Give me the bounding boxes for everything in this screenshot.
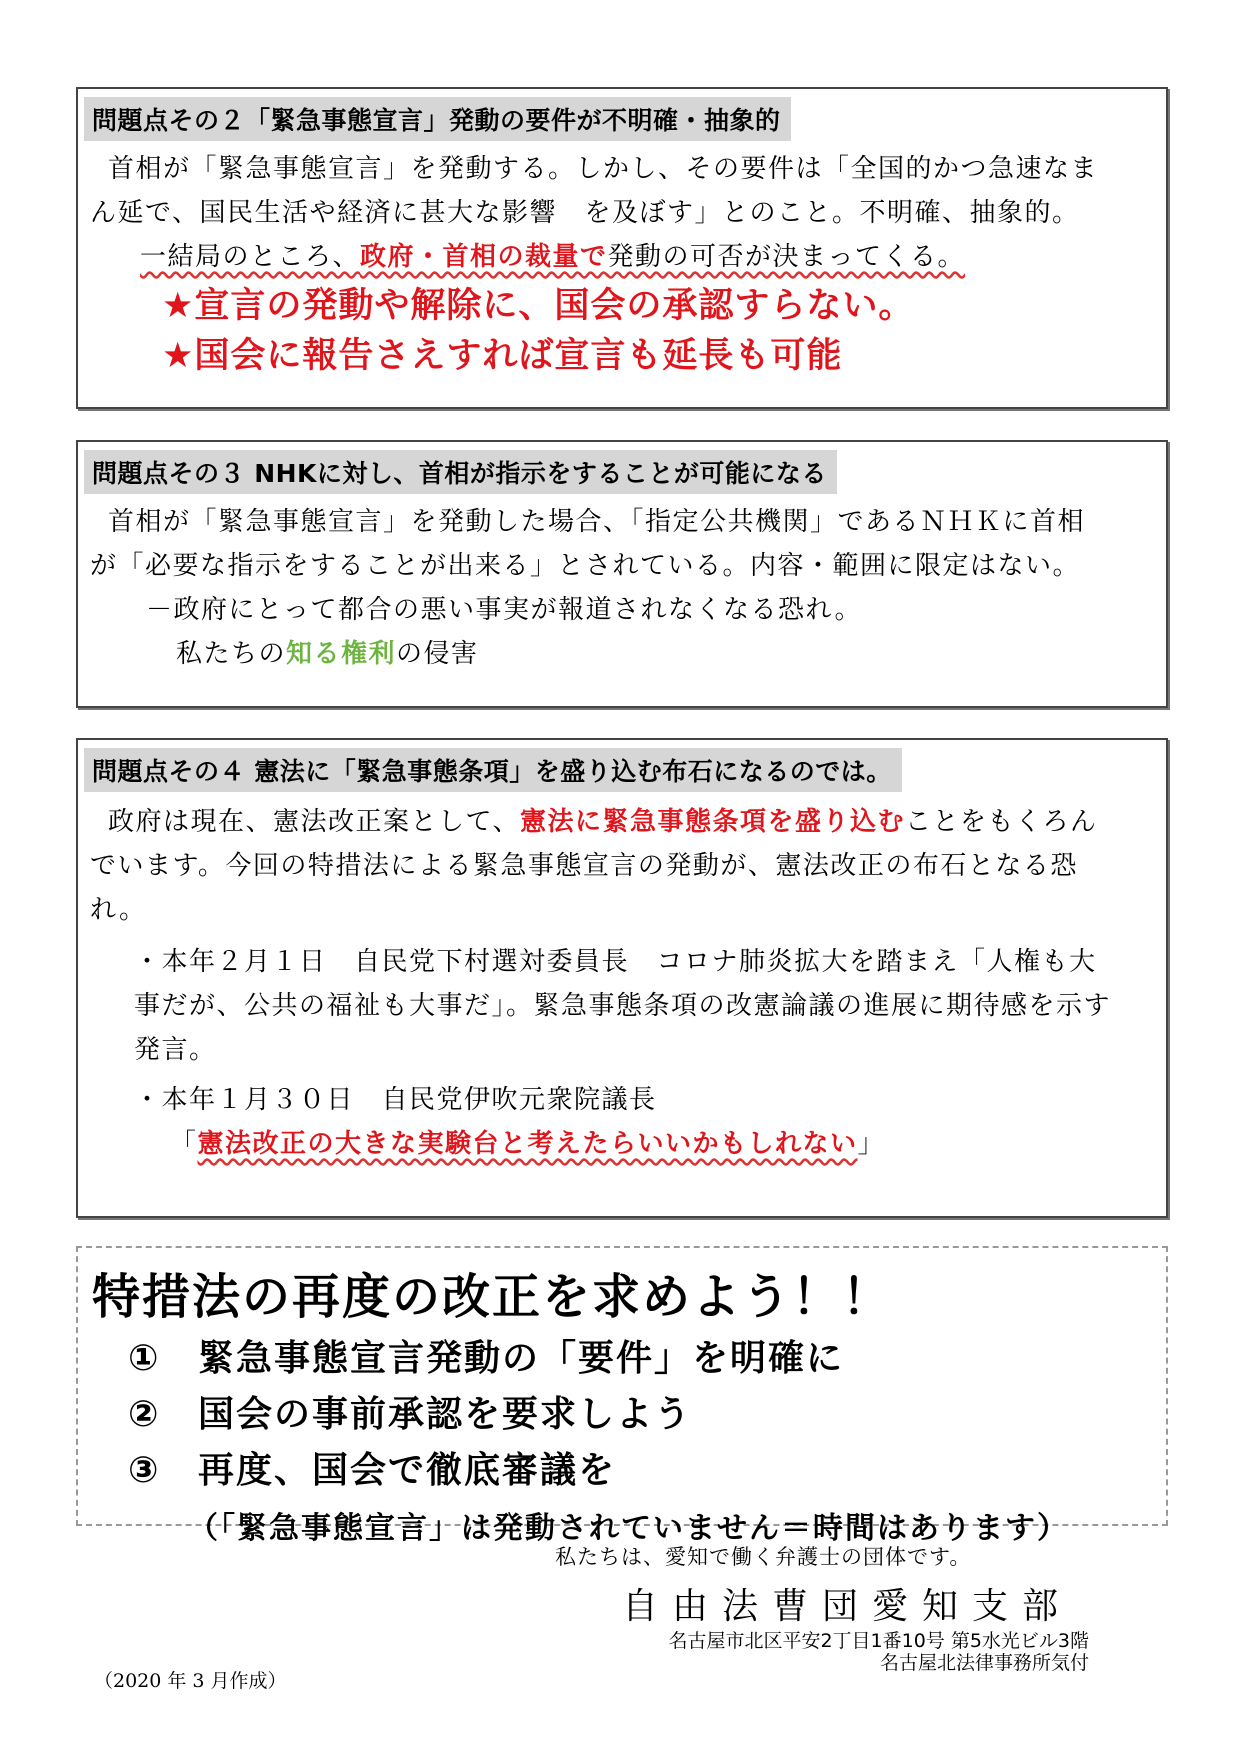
problem-3-box <box>76 440 1168 708</box>
problem-4-heading: 問題点その４ 憲法に「緊急事態条項」を盛り込む布石になるのでは。 <box>84 748 902 792</box>
cta-item-3 <box>78 1443 1166 1499</box>
line-3-post: 発動の可否が決まってくる。 <box>607 242 966 272</box>
cta-item-2 <box>78 1387 1166 1443</box>
call-to-action-box <box>76 1246 1168 1546</box>
problem-4-line-1 <box>78 800 1166 844</box>
address <box>660 1630 1089 1674</box>
cta-item-number: ① <box>128 1338 161 1379</box>
problem-2-line-1: 首相が「緊急事態宣言」を発動する。しかし、その要件は「全国的かつ急速なま <box>108 154 1099 184</box>
address-line-1: 名古屋市北区平安2丁目1番10号 第5水光ビル3階 <box>668 1630 1090 1652</box>
quote-highlight: 憲法改正の大きな実験台と考えたらいいかもしれない <box>197 1129 858 1159</box>
problem-4-line-2: でいます。今回の特措法による緊急事態宣言の発動が、憲法改正の布石となる恐 <box>90 851 1078 881</box>
line-4-post: の侵害 <box>396 639 479 669</box>
line-3-highlight: 政府・首相の裁量で <box>360 242 608 272</box>
cta-title: 特措法の再度の改正を求めよう！！ <box>92 1269 893 1325</box>
cta-item-number: ③ <box>128 1450 161 1491</box>
cta-item-number: ② <box>128 1394 161 1435</box>
bullet-1-line-1: ・本年２月１日 自民党下村選対委員長 コロナ肺炎拡大を踏まえ「人権も大 <box>134 947 1097 977</box>
problem-3-heading: 問題点その３ NHKに対し、首相が指示をすることが可能になる <box>84 450 837 494</box>
quote-close: 」 <box>857 1129 886 1159</box>
problem-2-star-2: ★国会に報告さえすれば宣言も延長も可能 <box>162 336 843 376</box>
problem-2-line-2: ん延で、国民生活や経済に甚大な影響 を及ぼす」とのこと。不明確、抽象的。 <box>90 198 1080 228</box>
problem-2-heading: 問題点その２「緊急事態宣言」発動の要件が不明確・抽象的 <box>84 97 791 141</box>
line-1-highlight: 憲法に緊急事態条項を盛り込む <box>519 807 905 837</box>
cta-item-text: 緊急事態宣言発動の「要件」を明確に <box>198 1338 845 1379</box>
cta-item-text: 国会の事前承認を要求しよう <box>198 1394 693 1435</box>
bullet-1-line-2: 事だが、公共の福祉も大事だ」。緊急事態条項の改憲論議の進展に期待感を示す <box>134 991 1112 1021</box>
line-1-pre: 政府は現在、憲法改正案として、 <box>108 807 520 837</box>
footer-intro: 私たちは、愛知で働く弁護士の団体です。 <box>555 1545 972 1569</box>
quote-open: 「 <box>170 1129 198 1159</box>
cta-note: （「緊急事態宣言」は発動されていません＝時間はあります） <box>188 1511 1069 1546</box>
problem-3-line-4 <box>78 632 1166 676</box>
problem-4-line-3: れ。 <box>90 895 147 925</box>
problem-2-line-3-text <box>140 242 965 272</box>
cta-item-1 <box>78 1331 1166 1387</box>
bullet-2-line-2 <box>78 1122 1166 1166</box>
problem-2-star-1: ★宣言の発動や解除に、国会の承認すらない。 <box>162 286 915 326</box>
bullet-2-line-1: ・本年１月３０日 自民党伊吹元衆院議長 <box>134 1085 657 1115</box>
line-3-pre: 一結局のところ、 <box>140 242 361 272</box>
right-to-know: 知る権利 <box>286 639 397 669</box>
bullet-1-line-3: 発言。 <box>134 1035 217 1065</box>
problem-3-line-1: 首相が「緊急事態宣言」を発動した場合、「指定公共機関」であるＮＨＫに首相 <box>108 507 1086 537</box>
problem-2-box <box>76 87 1168 409</box>
created-date: （2020 年 3 月作成） <box>94 1670 287 1692</box>
address-line-2: 名古屋北法律事務所気付 <box>880 1652 1090 1674</box>
problem-3-line-3: －政府にとって都合の悪い事実が報道されなくなる恐れ。 <box>146 595 863 625</box>
organization-name: 自由法曹団愛知支部 <box>622 1586 1073 1627</box>
line-1-post: ことをもくろん <box>905 807 1098 837</box>
cta-item-text: 再度、国会で徹底審議を <box>198 1450 617 1491</box>
problem-4-box <box>76 738 1168 1218</box>
problem-3-line-2: が「必要な指示をすることが出来る」とされている。内容・範囲に限定はない。 <box>90 551 1081 581</box>
line-4-pre: 私たちの <box>176 639 287 669</box>
problem-2-line-3 <box>78 235 1166 279</box>
